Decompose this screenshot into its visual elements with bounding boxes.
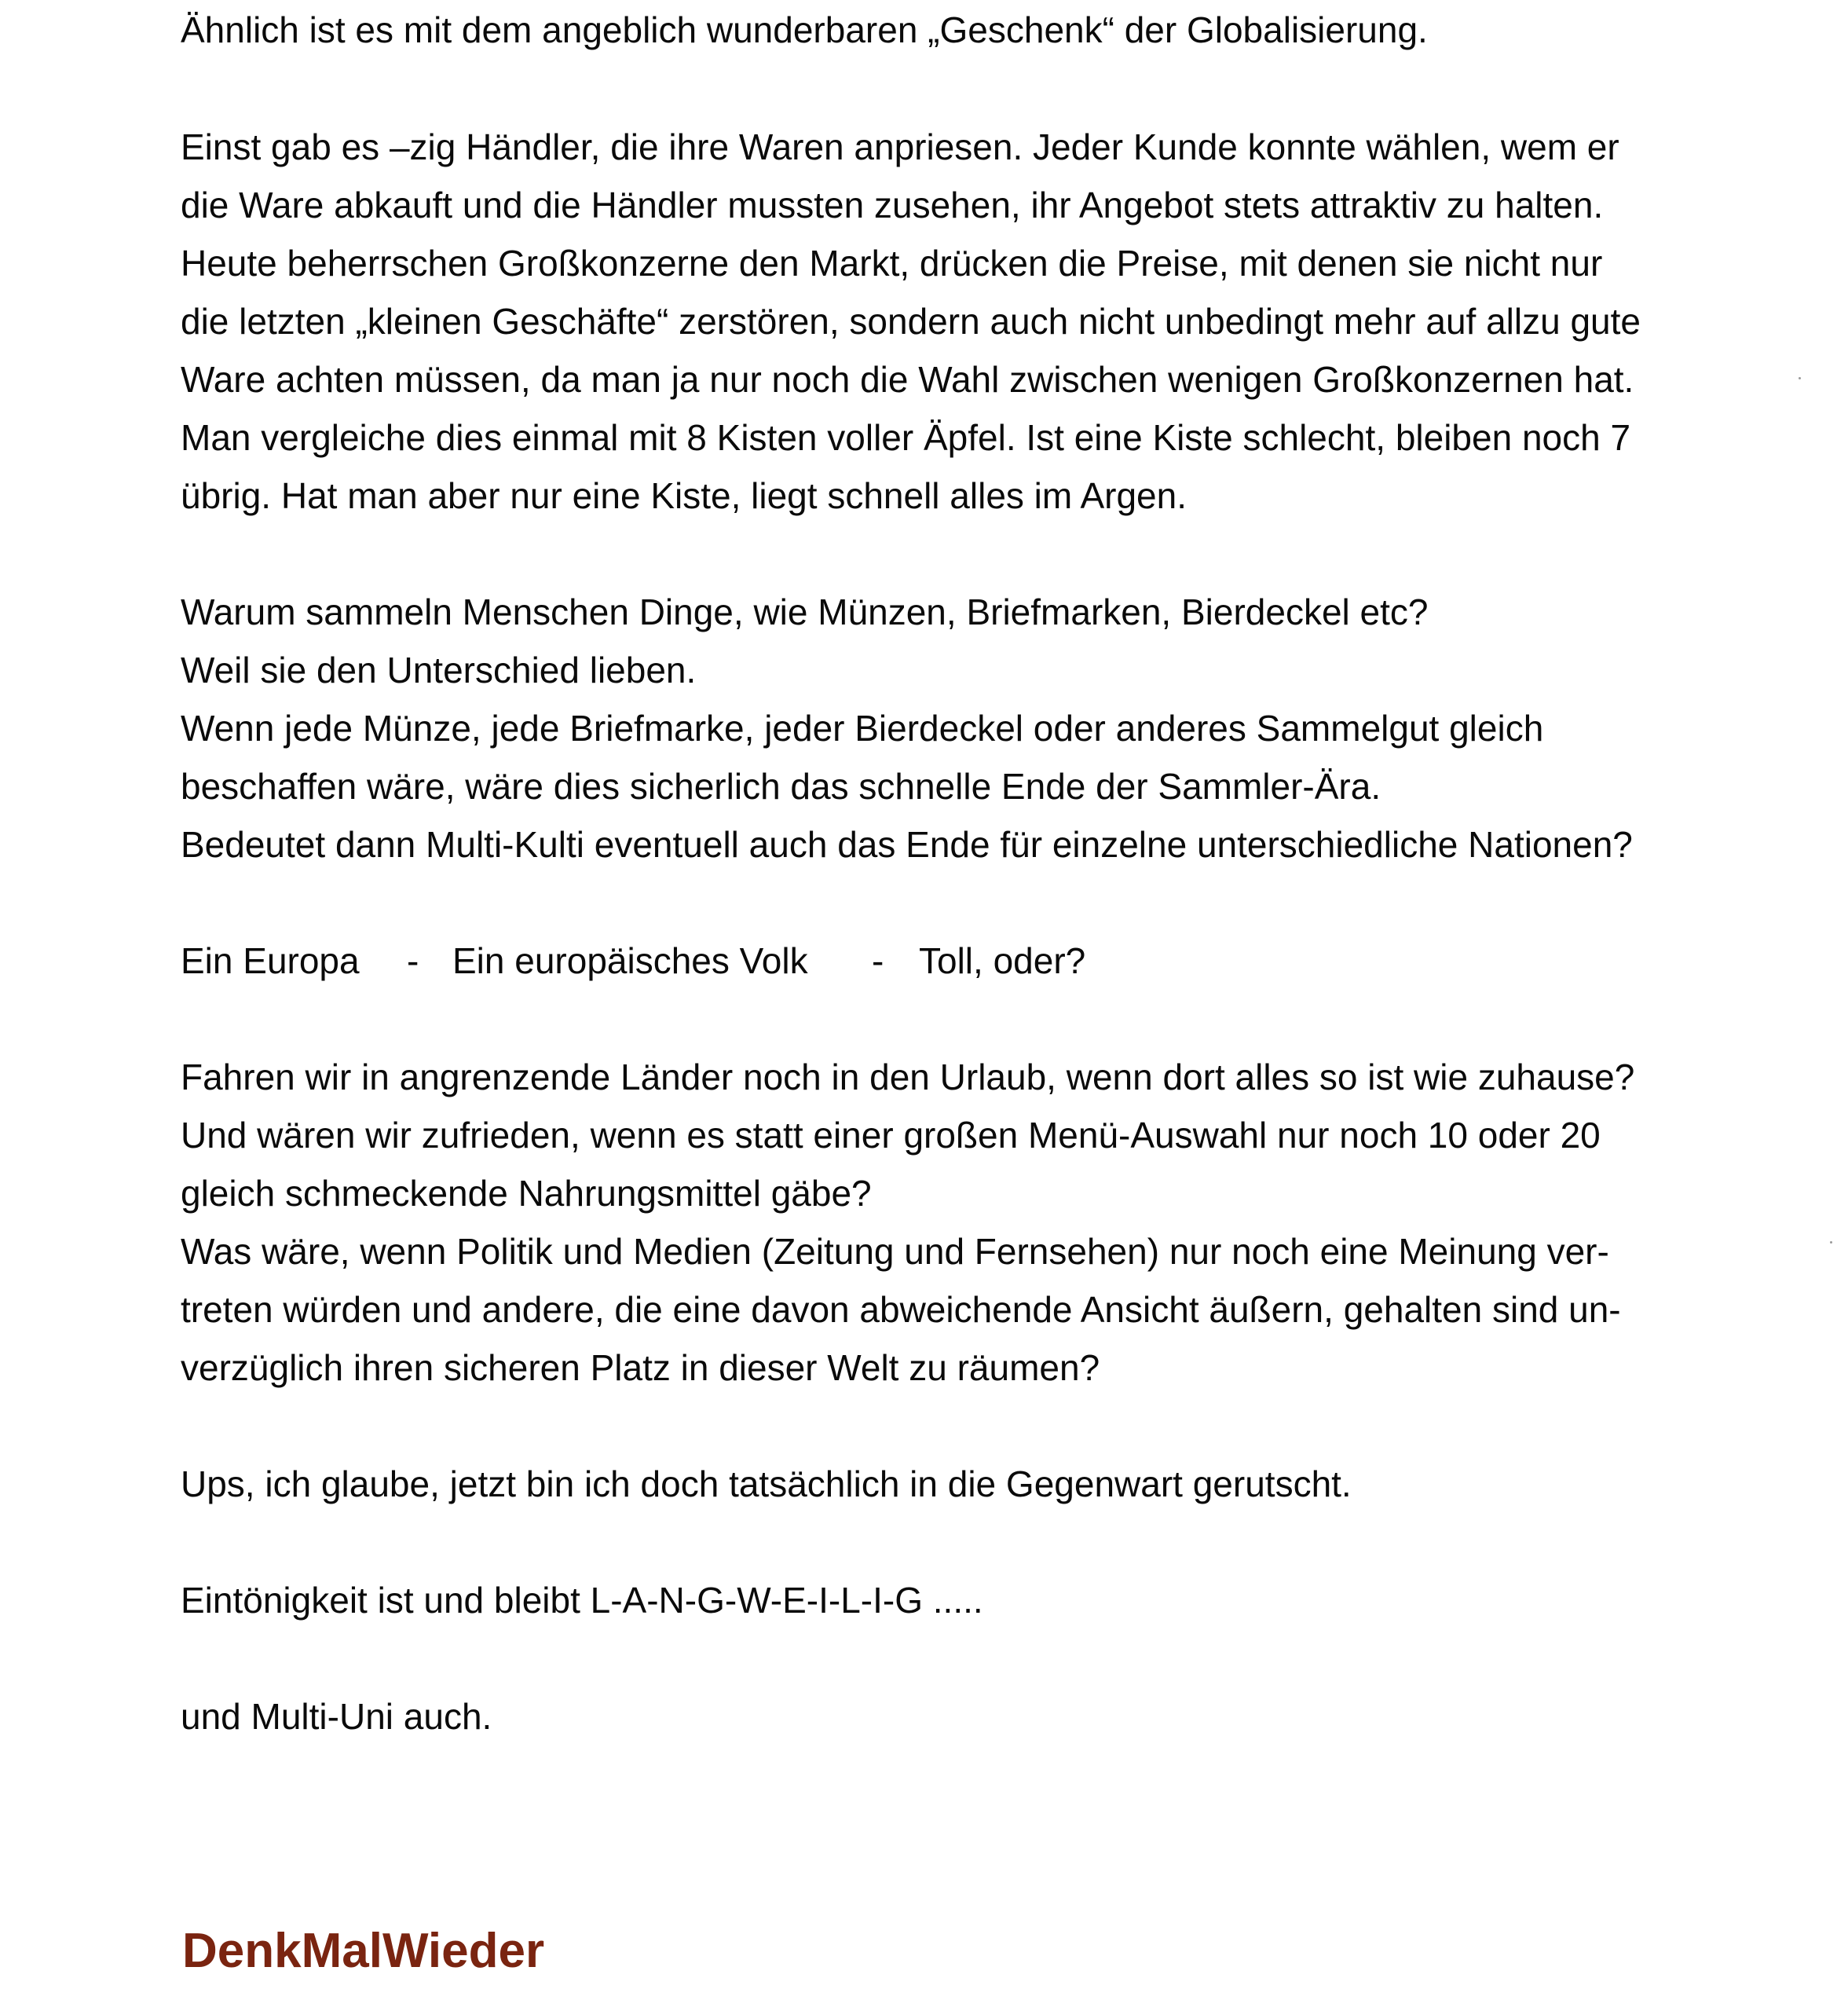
- text-line: Ups, ich glaube, jetzt bin ich doch tatsächlich in die Gegenwart gerutscht.: [181, 1463, 1352, 1504]
- text-line: Ähnlich ist es mit dem angeblich wunderbaren „Geschenk“ der Globalisierung.: [181, 9, 1428, 50]
- europa-dash-2: -: [872, 940, 884, 981]
- text-line: treten würden und andere, die eine davon abweichende Ansicht äußern, gehalten sind un-: [181, 1289, 1621, 1330]
- text-line: Heute beherrschen Großkonzerne den Markt, drücken die Preise, mit denen sie nicht nur: [181, 243, 1603, 284]
- europa-part-1: Ein Europa: [181, 940, 360, 981]
- signature-logo: DenkMalWieder: [182, 1924, 545, 1978]
- text-line: Weil sie den Unterschied lieben.: [181, 650, 697, 690]
- text-line: und Multi-Uni auch.: [181, 1696, 492, 1737]
- text-line: beschaffen wäre, wäre dies sicherlich das schnelle Ende der Sammler-Ära.: [181, 766, 1381, 807]
- text-line: Wenn jede Münze, jede Briefmarke, jeder Bierdeckel oder anderes Sammelgut gleich: [181, 708, 1544, 749]
- text-line: Eintönigkeit ist und bleibt L-A-N-G-W-E-I-L-I-G .....: [181, 1580, 983, 1621]
- europa-dash-1: -: [407, 940, 419, 981]
- text-line: die letzten „kleinen Geschäfte“ zerstören, sondern auch nicht unbedingt mehr auf allzu gute: [181, 301, 1641, 342]
- text-line: Einst gab es –zig Händler, die ihre Waren anpriesen. Jeder Kunde konnte wählen, wem er: [181, 126, 1619, 167]
- europa-line: [181, 937, 1086, 984]
- scan-speck: [1799, 377, 1801, 379]
- text-line: verzüglich ihren sicheren Platz in dieser Welt zu räumen?: [181, 1347, 1100, 1388]
- text-line: Ware achten müssen, da man ja nur noch die Wahl zwischen wenigen Großkonzernen hat.: [181, 359, 1634, 400]
- text-line: Was wäre, wenn Politik und Medien (Zeitung und Fernsehen) nur noch eine Meinung ver-: [181, 1231, 1609, 1272]
- europa-part-3: Toll, oder?: [919, 940, 1086, 981]
- text-line: die Ware abkauft und die Händler mussten zusehen, ihr Angebot stets attraktiv zu halten.: [181, 185, 1604, 225]
- europa-part-2: Ein europäisches Volk: [452, 940, 808, 981]
- text-line: übrig. Hat man aber nur eine Kiste, liegt schnell alles im Argen.: [181, 475, 1187, 516]
- text-line: Man vergleiche dies einmal mit 8 Kisten voller Äpfel. Ist eine Kiste schlecht, bleiben noch 7: [181, 417, 1631, 458]
- text-line: gleich schmeckende Nahrungsmittel gäbe?: [181, 1173, 872, 1214]
- text-line: Fahren wir in angrenzende Länder noch in den Urlaub, wenn dort alles so ist wie zuhause?: [181, 1057, 1635, 1097]
- text-line: Und wären wir zufrieden, wenn es statt einer großen Menü-Auswahl nur noch 10 oder 20: [181, 1115, 1601, 1156]
- scan-speck: [1830, 1241, 1832, 1244]
- text-line: Warum sammeln Menschen Dinge, wie Münzen, Briefmarken, Bierdeckel etc?: [181, 592, 1429, 632]
- text-line: Bedeutet dann Multi-Kulti eventuell auch das Ende für einzelne unterschiedliche Nationen?: [181, 824, 1633, 865]
